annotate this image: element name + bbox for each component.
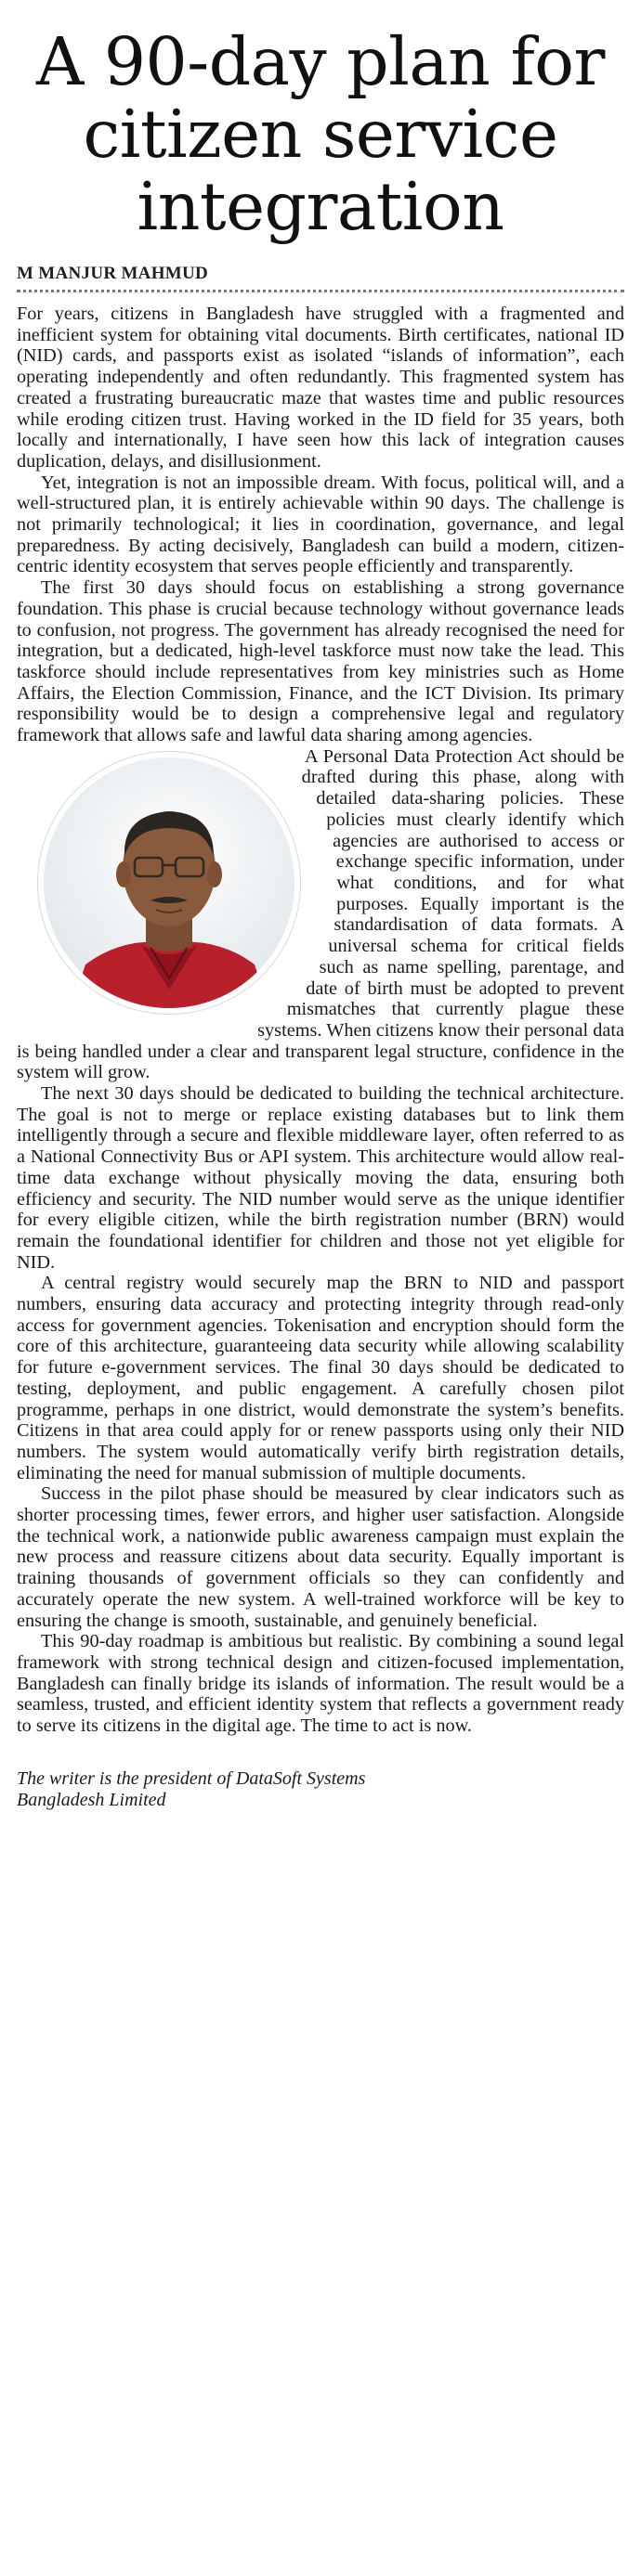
- author-note-line-1: The writer is the president of DataSoft Systems: [17, 1767, 366, 1789]
- paragraph-1: For years, citizens in Bangladesh have struggled with a fragmented and inefficient system for obtaining vital documents. Birth certificates, national ID (NID) cards, and passports exist as isolated “islands of information”, each operating independently and often redundantly. This fragmented system has created a frustrating bureaucratic maze that wastes time and public resources while eroding citizen trust. Having worked in the ID field for 35 years, both locally and internationally, I have seen how this lack of integration causes duplication, delays, and disillusionment.: [17, 304, 624, 472]
- paragraph-4: A Personal Data Protection Act should be drafted during this phase, along with detailed data-sharing policies. These policies must clearly identify which agencies are authorised to access or exchange specific information, under what conditions, and for what purposes. Equally important is the standardisation of data formats. A universal schema for critical fields such as name spelling, parentage, and date of birth must be adopted to prevent mismatches that currently plague these systems. When citizens know their personal data is being handled under a clear and transparent legal structure, confidence in the system will grow.: [17, 745, 624, 1083]
- paragraph-7: Success in the pilot phase should be measured by clear indicators such as shorter processing times, fewer errors, and higher user satisfaction. Alongside the technical work, a nationwide public awareness campaign must explain the new process and reassure citizens about data security. Equally important is training thousands of government officials so they can confidently and accurately operate the new system. A well-trained workforce will be key to ensuring the change is smooth, sustainable, and genuinely beneficial.: [17, 1483, 624, 1631]
- paragraph-8: This 90-day roadmap is ambitious but realistic. By combining a sound legal framework with strong technical design and citizen-focused implementation, Bangladesh can finally bridge its islands of information. The result would be a seamless, trusted, and efficient identity system that reflects a government ready to serve its citizens in the digital age. The time to act is now.: [17, 1631, 624, 1737]
- headline-line-1: A 90-day plan for: [36, 23, 605, 100]
- headline-line-2: citizen service: [83, 96, 558, 173]
- author-portrait: [11, 746, 336, 1020]
- author-note: [17, 1768, 624, 1811]
- headline: [17, 23, 624, 245]
- author-note-line-2: Bangladesh Limited: [17, 1789, 166, 1810]
- author-portrait-image: [11, 746, 336, 1020]
- paragraph-3: The first 30 days should focus on establishing a strong governance foundation. This phase is crucial because technology without governance leads to confusion, not progress. The government has already recognised the need for integration, but a dedicated, high-level taskforce must now take the lead. This taskforce should include representatives from key ministries such as Home Affairs, the Election Commission, Finance, and the ICT Division. Its primary responsibility would be to design a comprehensive legal and regulatory framework that allows safe and lawful data sharing among agencies.: [17, 577, 624, 746]
- headline-line-3: integration: [137, 168, 504, 245]
- byline: M MANJUR MAHMUD: [17, 264, 209, 283]
- byline-divider: [17, 290, 624, 292]
- article-body: [17, 304, 624, 1737]
- paragraph-2: Yet, integration is not an impossible dream. With focus, political will, and a well-structured plan, it is entirely achievable within 90 days. The challenge is not primarily technological; it lies in coordination, governance, and legal preparedness. By acting decisively, Bangladesh can build a modern, citizen-centric identity ecosystem that serves people efficiently and transparently.: [17, 472, 624, 577]
- paragraph-6: A central registry would securely map the BRN to NID and passport numbers, ensuring data accuracy and protecting integrity through read-only access for government agencies. Tokenisation and encryption should form the core of this architecture, guaranteeing data security while allowing scalability for future e-government services. The final 30 days should be dedicated to testing, deployment, and public engagement. A carefully chosen pilot programme, perhaps in one district, would demonstrate the system’s benefits. Citizens in that area could apply for or renew passports using only their NID numbers. The system would automatically verify birth registration details, eliminating the need for manual submission of multiple documents.: [17, 1273, 624, 1483]
- paragraph-5: The next 30 days should be dedicated to building the technical architecture. The goal is not to merge or replace existing databases but to link them intelligently through a secure and flexible middleware layer, often referred to as a National Connectivity Bus or API system. This architecture would allow real-time data exchange without physically moving the data, ensuring both efficiency and security. The NID number would serve as the unique identifier for every eligible citizen, while the birth registration number (BRN) would remain the foundational identifier for children and those not yet eligible for NID.: [17, 1083, 624, 1273]
